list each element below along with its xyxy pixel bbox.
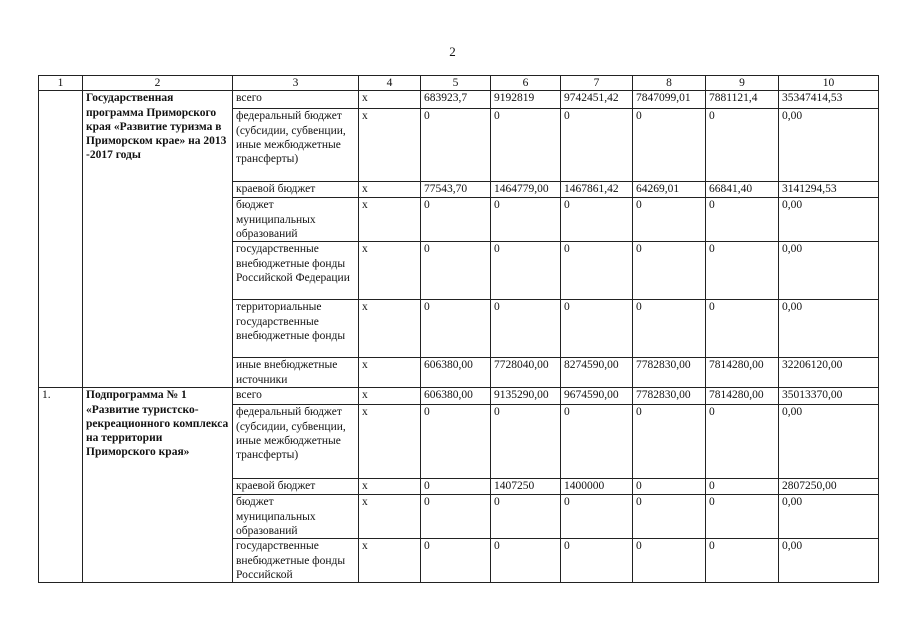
- amount-cell: 0: [633, 495, 706, 539]
- row-index: [39, 91, 83, 388]
- budget-table: [38, 75, 879, 583]
- amount-cell: 0: [706, 300, 779, 358]
- amount-cell: 7881121,4: [706, 91, 779, 109]
- page-number: 2: [449, 44, 456, 59]
- cell-col4: х: [359, 300, 421, 358]
- column-header: 10: [779, 76, 879, 91]
- column-header: 3: [233, 76, 359, 91]
- column-header: 8: [633, 76, 706, 91]
- row-index: 1.: [39, 388, 83, 583]
- funding-source: бюджет муниципальных образований: [233, 198, 359, 242]
- amount-cell: 0: [633, 405, 706, 479]
- cell-col4: х: [359, 242, 421, 300]
- amount-cell: 0,00: [779, 109, 879, 182]
- amount-cell: 7847099,01: [633, 91, 706, 109]
- funding-source: бюджет муниципальных образований: [233, 495, 359, 539]
- amount-cell: 0,00: [779, 242, 879, 300]
- program-title: Подпрограмма № 1 «Развитие туристско-рекреационного комплекса на территории Приморского края»: [83, 388, 233, 583]
- amount-cell: 0: [491, 405, 561, 479]
- cell-col4: х: [359, 479, 421, 495]
- amount-cell: 0: [421, 109, 491, 182]
- amount-cell: 0: [633, 539, 706, 583]
- cell-col4: х: [359, 358, 421, 388]
- amount-cell: 2807250,00: [779, 479, 879, 495]
- table-row: [39, 91, 879, 109]
- amount-cell: 7728040,00: [491, 358, 561, 388]
- amount-cell: 3141294,53: [779, 182, 879, 198]
- amount-cell: 683923,7: [421, 91, 491, 109]
- funding-source: краевой бюджет: [233, 479, 359, 495]
- cell-col4: х: [359, 198, 421, 242]
- funding-source: иные внебюджетные источники: [233, 358, 359, 388]
- amount-cell: 0: [633, 198, 706, 242]
- amount-cell: 606380,00: [421, 358, 491, 388]
- amount-cell: 0: [491, 495, 561, 539]
- header-row: [39, 76, 879, 91]
- amount-cell: 0: [633, 109, 706, 182]
- amount-cell: 1464779,00: [491, 182, 561, 198]
- program-title: Государственная программа Приморского края «Развитие туризма в Приморском крае» на 2013 -2017 годы: [83, 91, 233, 388]
- amount-cell: 0: [561, 198, 633, 242]
- amount-cell: 9192819: [491, 91, 561, 109]
- amount-cell: 0: [633, 479, 706, 495]
- funding-source: всего: [233, 91, 359, 109]
- cell-col4: х: [359, 109, 421, 182]
- amount-cell: 0: [561, 300, 633, 358]
- amount-cell: 0: [421, 479, 491, 495]
- amount-cell: 9742451,42: [561, 91, 633, 109]
- funding-source: федеральный бюджет (субсидии, субвенции, иные межбюджетные трансферты): [233, 405, 359, 479]
- amount-cell: 0: [421, 405, 491, 479]
- amount-cell: 1467861,42: [561, 182, 633, 198]
- amount-cell: 0: [706, 479, 779, 495]
- cell-col4: х: [359, 182, 421, 198]
- amount-cell: 0: [561, 242, 633, 300]
- amount-cell: 0,00: [779, 495, 879, 539]
- table-row: [39, 388, 879, 405]
- cell-col4: х: [359, 539, 421, 583]
- column-header: 1: [39, 76, 83, 91]
- amount-cell: 0: [421, 198, 491, 242]
- funding-source: краевой бюджет: [233, 182, 359, 198]
- amount-cell: 0: [706, 242, 779, 300]
- amount-cell: 0,00: [779, 198, 879, 242]
- column-header: 4: [359, 76, 421, 91]
- amount-cell: 606380,00: [421, 388, 491, 405]
- cell-col4: х: [359, 91, 421, 109]
- cell-col4: х: [359, 495, 421, 539]
- funding-source: федеральный бюджет (субсидии, субвенции, иные межбюджетные трансферты): [233, 109, 359, 182]
- amount-cell: 9135290,00: [491, 388, 561, 405]
- funding-source: всего: [233, 388, 359, 405]
- funding-source: государственные внебюджетные фонды Российской: [233, 539, 359, 583]
- amount-cell: 0: [633, 242, 706, 300]
- amount-cell: 0: [706, 198, 779, 242]
- amount-cell: 0: [561, 495, 633, 539]
- amount-cell: 0: [706, 539, 779, 583]
- amount-cell: 7814280,00: [706, 358, 779, 388]
- amount-cell: 7782830,00: [633, 388, 706, 405]
- amount-cell: 0: [633, 300, 706, 358]
- funding-source: государственные внебюджетные фонды Российской Федерации: [233, 242, 359, 300]
- column-header: 5: [421, 76, 491, 91]
- amount-cell: 0,00: [779, 539, 879, 583]
- amount-cell: 9674590,00: [561, 388, 633, 405]
- amount-cell: 0: [706, 495, 779, 539]
- amount-cell: 0: [561, 539, 633, 583]
- amount-cell: 0: [561, 405, 633, 479]
- amount-cell: 0: [491, 198, 561, 242]
- amount-cell: 35347414,53: [779, 91, 879, 109]
- amount-cell: 77543,70: [421, 182, 491, 198]
- amount-cell: 0: [706, 109, 779, 182]
- cell-col4: х: [359, 388, 421, 405]
- amount-cell: 32206120,00: [779, 358, 879, 388]
- amount-cell: 0,00: [779, 405, 879, 479]
- amount-cell: 64269,01: [633, 182, 706, 198]
- column-header: 7: [561, 76, 633, 91]
- column-header: 9: [706, 76, 779, 91]
- amount-cell: 1407250: [491, 479, 561, 495]
- amount-cell: 0: [491, 242, 561, 300]
- amount-cell: 0: [491, 539, 561, 583]
- column-header: 6: [491, 76, 561, 91]
- column-header: 2: [83, 76, 233, 91]
- amount-cell: 35013370,00: [779, 388, 879, 405]
- amount-cell: 0: [421, 539, 491, 583]
- amount-cell: 7782830,00: [633, 358, 706, 388]
- cell-col4: х: [359, 405, 421, 479]
- amount-cell: 0,00: [779, 300, 879, 358]
- amount-cell: 0: [421, 300, 491, 358]
- amount-cell: 0: [491, 300, 561, 358]
- amount-cell: 0: [421, 495, 491, 539]
- amount-cell: 0: [561, 109, 633, 182]
- amount-cell: 66841,40: [706, 182, 779, 198]
- amount-cell: 0: [706, 405, 779, 479]
- amount-cell: 7814280,00: [706, 388, 779, 405]
- amount-cell: 8274590,00: [561, 358, 633, 388]
- amount-cell: 1400000: [561, 479, 633, 495]
- amount-cell: 0: [421, 242, 491, 300]
- funding-source: территориальные государственные внебюджетные фонды: [233, 300, 359, 358]
- amount-cell: 0: [491, 109, 561, 182]
